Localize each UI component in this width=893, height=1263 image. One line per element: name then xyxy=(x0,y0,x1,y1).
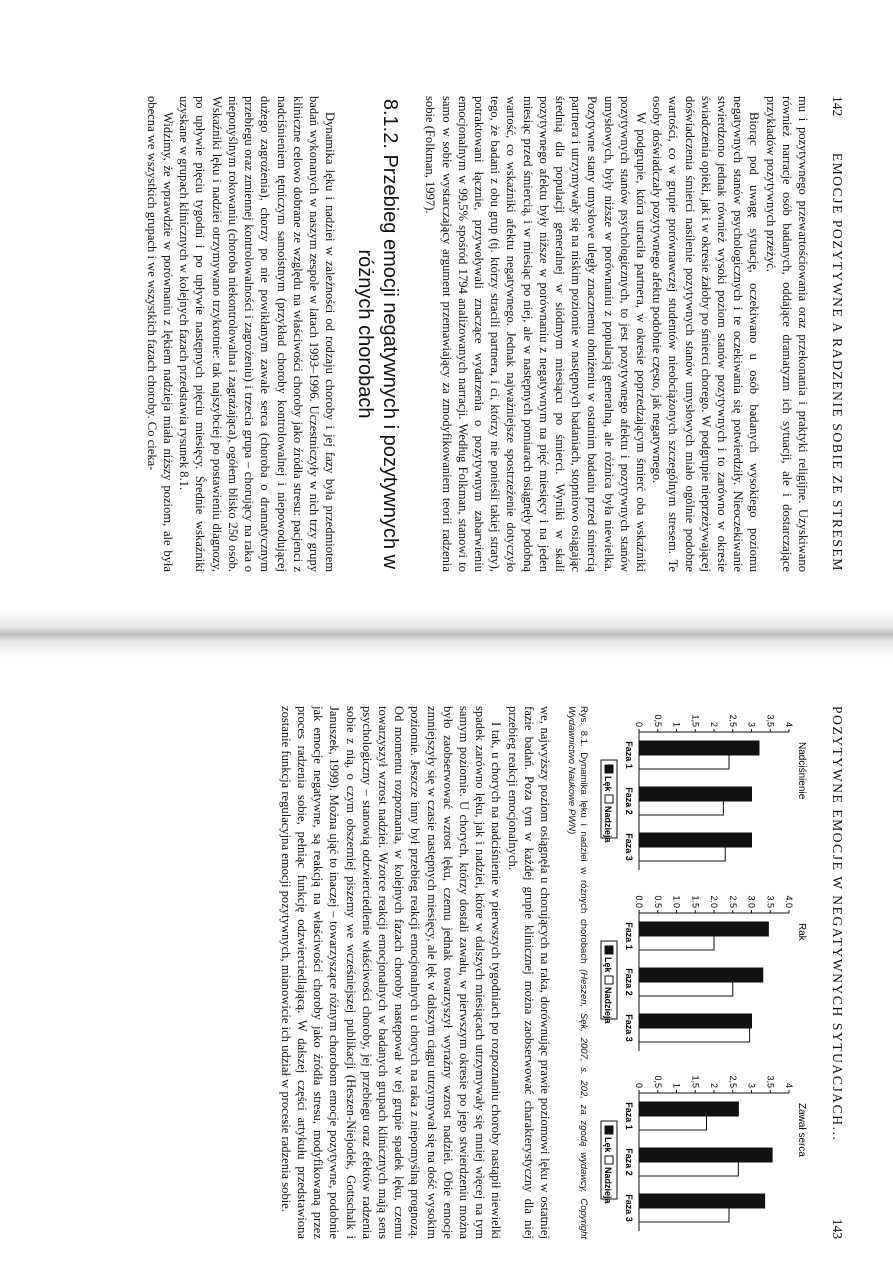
bar-lek xyxy=(639,1194,765,1208)
legend-swatch-lek xyxy=(605,765,613,773)
legend-label: Nadzieja xyxy=(603,806,613,843)
section-heading: 8.1.2. Przebieg emocji negatywnych i pozytywnych w różnych chorobach xyxy=(354,98,402,570)
y-tick-label: 2 xyxy=(709,721,719,727)
y-tick-label: 2 xyxy=(709,1082,719,1088)
bar-lek xyxy=(639,787,752,801)
x-tick-label: Faza 2 xyxy=(624,1148,634,1176)
y-tick-label: 2,5 xyxy=(727,714,738,727)
chart-svg xyxy=(595,706,811,878)
y-tick-label: 3.5 xyxy=(765,894,776,908)
chart-legend xyxy=(601,760,617,844)
paragraph: mu i pozytywnego przewartościowania oraz przekonania i praktyki religijne. Uzyskiwano również narracje osób badanych, oddające dramatyzm ich sytuacji, ale i dostarczające przykładów pozytywnych przeżyć. xyxy=(763,96,810,572)
chart-rak xyxy=(595,887,811,1059)
paragraph: Dynamika lęku i nadziei w zależności od rodzaju choroby i jej fazy była przedmiotem badań wykonanych w naszym zespole w latach 1993–1996. Uczestniczyły w nich trzy grupy kliniczne celowo dobrane ze względu na właściwości choroby jako źródła stresu: pacjenci z nadciśnieniem tętniczym samoistnym (przykład choroby kontrolowalnej i niepowodującej dużego zagrożenia), chorzy po nie powikłanym zawale serca (choroba o dramatycznym przebiegu oraz zmiennej kontrolowalności i zagrożeniu) i trzecia grupa – chorujący na raka o nieponyślnym rokowaniu (choroba niekontrolowalna i zagrażająca), ogółem blisko 250 osób. Wskaźniki lęku i nadziei otrzymywano trzykrotnie: tak najszybciej po postawieniu diagnozy, po upływie pięciu tygodni i po upływie następnych pięciu miesięcy. Średnie wskaźniki uzyskane w grupach klinicznych w kolejnych fazach przedstawia rysunek 8.1. xyxy=(177,96,338,572)
x-tick-label: Faza 1 xyxy=(624,921,634,950)
y-tick-label: 1.0 xyxy=(671,894,682,908)
y-tick-label: 3 xyxy=(746,721,757,727)
bar-lek xyxy=(639,922,768,936)
figure-8-1 xyxy=(595,706,811,1239)
y-tick-label: 4.0 xyxy=(784,894,794,908)
bar-nadzieja xyxy=(639,755,729,769)
x-tick-label: Faza 3 xyxy=(624,1194,634,1222)
caption-text: Dynamika lęku i nadziei w różnych chorobach xyxy=(578,752,589,964)
x-tick-label: Faza 3 xyxy=(624,833,634,861)
caption-citation: (Heszen, Sęk, 2007, s. 202, za zgodą wydawcy, Copyright Wydawnictwo Naukowe PWN) xyxy=(566,706,589,1240)
bar-nadzieja xyxy=(639,982,733,996)
legend-swatch-nadzieja xyxy=(605,795,613,803)
bar-nadzieja xyxy=(639,1208,729,1222)
y-tick-label: 1 xyxy=(671,1082,682,1088)
x-tick-label: Faza 3 xyxy=(624,1013,634,1042)
bar-lek xyxy=(639,741,759,755)
right-page xyxy=(0,660,893,1263)
page-number: 142 xyxy=(830,96,845,117)
y-tick-label: 2.5 xyxy=(727,894,738,908)
bar-nadzieja xyxy=(639,1116,707,1130)
legend-label: Lęk xyxy=(603,1137,613,1153)
running-header: EMOCJE POZYTYWNE A RADZENIE SOBIE ZE STRESEM xyxy=(830,152,845,572)
chart-title: Rak xyxy=(796,922,807,941)
book-gutter xyxy=(0,610,893,658)
x-tick-label: Faza 2 xyxy=(624,967,634,996)
y-tick-label: 1 xyxy=(671,721,682,727)
legend-swatch-nadzieja xyxy=(605,1156,613,1164)
y-tick-label: 0,5 xyxy=(652,1075,663,1088)
y-tick-label: 0.5 xyxy=(652,894,663,908)
caption-label: Rys. 8.1. xyxy=(578,706,589,747)
left-page-header xyxy=(829,96,845,572)
bar-lek xyxy=(639,833,752,847)
y-tick-label: 0 xyxy=(634,1082,644,1088)
bar-nadzieja xyxy=(639,1162,738,1176)
paragraph: we, najwyższy poziom osiągnęła u chorujących na raka, dorównując prawie poziomowi lęku w ostatniej fazie badań. Poza tym w każdej grupie klinicznej można zaobserwować charakterystyczny dla niej przebieg reakcji emocjonalnych. xyxy=(505,706,552,1239)
y-tick-label: 3.0 xyxy=(746,894,757,908)
bar-nadzieja xyxy=(639,936,714,950)
page-number: 143 xyxy=(830,1218,845,1239)
chart-svg xyxy=(595,1067,811,1239)
y-tick-label: 4 xyxy=(784,1082,794,1088)
paragraph: W podgrupie, która utraciła partnera, w okresie poprzedzającym śmierć oba wskaźniki pozytywnych stanów psychologicznych, to jest pozytywnego afektu i pozytywnych stanów umysłowych, były niższe w porównaniu z populacją generalną, ale różnica była niewielka. Pozytywne stany umysłowe uległy znacznemu obniżeniu w ostatnim badaniu przed śmiercią partnera i utrzymywały się na niskim poziomie w następnych badaniach, stopniowo osiągając średnią dla populacji generalnej w siódmym miesiącu po śmierci. Wyniki w skali pozytywnego afektu były niższe w porównaniu z negatywnym na pięć miesięcy i na jeden miesiąc przed śmiercią, i w miesiąc po niej, ale w następnych pomiarach osiągnęły podobną wartość, co wskaźniki afektu negatywnego. Jednak najważniejsze spostrzeżenie dotyczyło tego, że badani z obu grup (tj. którzy stracili partnera, i ci, którzy nie ponieśli takiej straty), potraktowani łącznie, przywoływali znaczące wydarzenia o pozytywnym zabarwieniu emocjonalnym w 99,5% spośród 1794 analizowanych narracji. Według Folkman, stanowi to samo w sobie wystarczający argument przemawiający za zmodyfikowaniem teorii radzenia sobie (Folkman, 1997). xyxy=(423,96,648,572)
chart-legend xyxy=(601,941,617,1025)
y-tick-label: 4 xyxy=(784,721,794,727)
x-tick-label: Faza 1 xyxy=(624,741,634,769)
bar-nadzieja xyxy=(639,847,725,861)
y-tick-label: 2,5 xyxy=(727,1075,738,1088)
x-tick-label: Faza 2 xyxy=(624,787,634,815)
chart-title: Zawał serca xyxy=(796,1103,807,1157)
figure-caption xyxy=(565,706,589,1239)
chart-svg xyxy=(595,887,811,1059)
legend-swatch-nadzieja xyxy=(605,976,613,984)
bar-nadzieja xyxy=(639,801,723,815)
left-page xyxy=(0,0,893,608)
paragraph: Biorąc pod uwagę sytuację, oczekiwano u osób badanych wysokiego poziomu negatywnych stanów psychologicznych i te oczekiwania się potwierdziły. Nieoczekiwanie stwierdzono jednak również wysoki poziom stanów pozytywnych i to zarówno w okresie świadczenia opieki, jak i w okresie żałoby po śmierci chorego. W podgrupie nieprzeżywającej doświadczenia śmierci nasilenie pozytywnych stanów umysłowych miało ogólnie podobne wartości, co w grupie porównawczej studentów nieobciążonych szczególnym stresem. Te osoby doświadczały pozytywnego afektu podobnie często, jak negatywnego. xyxy=(650,96,762,572)
chart-title: Nadciśnienie xyxy=(796,742,807,800)
bar-lek xyxy=(639,1102,738,1116)
y-tick-label: 3,5 xyxy=(765,1075,776,1088)
bar-nadzieja xyxy=(639,1028,750,1042)
right-page-header xyxy=(829,706,845,1239)
legend-swatch-lek xyxy=(605,1126,613,1134)
bar-lek xyxy=(639,1148,772,1162)
bar-lek xyxy=(639,968,763,982)
y-tick-label: 3 xyxy=(746,1082,757,1088)
paragraph: Widzimy, że wprawdzie w porównaniu z lękiem nadzieja miała niższy poziom, ale była obecna we wszystkich grupach i we wszystkich fazach choroby. Co cieka- xyxy=(144,96,176,572)
running-header: POZYTYWNE EMOCJE W NEGATYWNYCH SYTUACJACH... xyxy=(830,706,845,1142)
y-tick-label: 1,5 xyxy=(690,714,701,727)
y-tick-label: 0 xyxy=(634,721,644,727)
chart-nadcisnienie xyxy=(595,706,811,878)
bar-lek xyxy=(639,1014,752,1028)
y-tick-label: 1,5 xyxy=(690,1075,701,1088)
chart-zawal-serca xyxy=(595,1067,811,1239)
y-tick-label: 1.5 xyxy=(690,894,701,908)
y-tick-label: 2.0 xyxy=(709,894,719,908)
x-tick-label: Faza 1 xyxy=(624,1102,634,1130)
legend-swatch-lek xyxy=(605,946,613,954)
legend-label: Lęk xyxy=(603,956,613,973)
paragraph: I tak, u chorych na nadciśnienie w pierwszych tygodniach po rozpoznaniu choroby nastąpił niewielki spadek zarówno lęku, jak i nadziei, które w dalszych miesiącach utrzymywały się mniej więcej na tym samym poziomie. U chorych, którzy dostali zawału, w pierwszym okresie po jego stwierdzeniu można było zaobserwować wzrost lęku, czemu jednak towarzyszył wyraźny wzrost nadziei. Obie emocje zmniejszyły się w czasie następnych miesięcy, ale lęk w dalszym ciągu utrzymywał się na dość wysokim poziomie. Jeszcze inny był przebieg reakcji emocjonalnych u chorych na raka z niepomyślną prognozą. Od momentu rozpoznania, w kolejnych fazach choroby następował w tej grupie spadek lęku, czemu towarzyszył wzrost nadziei. Wzorce reakcji emocjonalnych w badanych grupach klinicznych mają sens psychologiczny – stanowią odzwierciedlenie właściwości choroby, jej przebiegu oraz efektów radzenia sobie z nią, o czym obszerniej piszemy we wcześniejszej publikacji (Heszen-Niejodek, Gottschalk i Januszek, 1999). Można ująć to inaczej – towarzyszące różnym chorobom emocje pozytywne, podobnie jak emocje negatywne, są reakcją na właściwości choroby jako źródła stresu, modyfikowaną przez proces radzenia sobie, pełniąc funkcję odzwierciedlającą. W dalszej części artykułu przedstawiona zostanie funkcja regulacyjna emocji pozytywnych, mianowicie ich udział w procesie radzenia sobie. xyxy=(278,706,504,1239)
legend-label: Nadzieja xyxy=(603,1167,613,1204)
legend-label: Nadzieja xyxy=(603,986,613,1024)
chart-legend xyxy=(601,1121,617,1205)
y-tick-label: 0.0 xyxy=(634,894,644,908)
legend-label: Lęk xyxy=(603,776,613,792)
y-tick-label: 3,5 xyxy=(765,714,776,727)
y-tick-label: 0,5 xyxy=(652,714,663,727)
